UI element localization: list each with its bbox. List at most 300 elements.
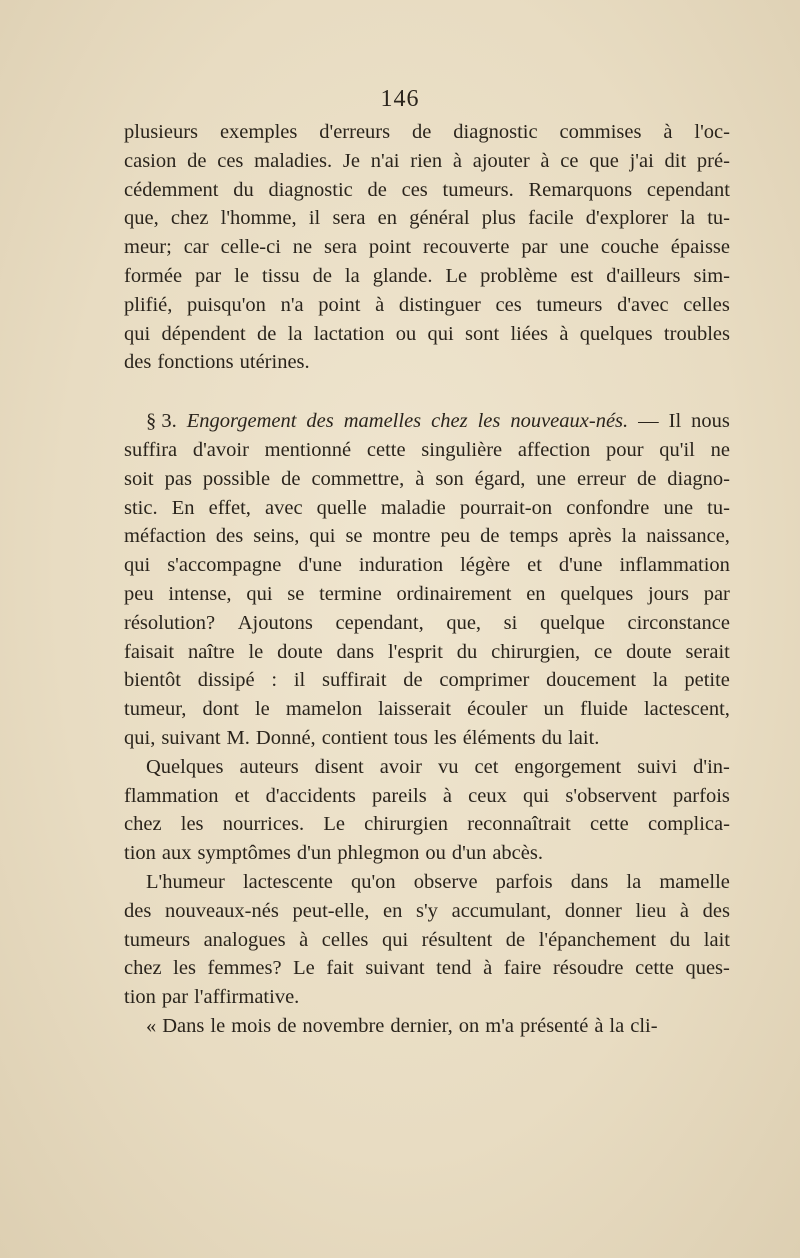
word: est <box>570 264 594 287</box>
word: qui <box>124 322 151 345</box>
word: analogues <box>203 928 286 951</box>
word: maladie <box>380 496 446 519</box>
word: par <box>521 236 548 259</box>
word: de <box>403 669 423 692</box>
word: meur; <box>124 236 172 259</box>
word: le <box>210 1014 226 1037</box>
word: et <box>234 784 250 807</box>
word: auteurs <box>239 755 299 778</box>
word: tu- <box>707 496 730 519</box>
word: le <box>234 264 249 287</box>
text-line <box>124 868 730 897</box>
word: comprimer <box>439 669 530 692</box>
word: dernier, <box>390 1014 453 1037</box>
word: égard, <box>474 467 526 490</box>
word: fluide <box>580 698 628 721</box>
word: tumeurs <box>536 293 603 316</box>
section-title-word: des <box>306 410 334 433</box>
word: Le <box>293 957 315 980</box>
word: à <box>663 121 673 143</box>
word: la <box>626 870 642 893</box>
word: d'une <box>298 554 342 577</box>
word: faisait <box>124 640 175 663</box>
paragraph <box>124 753 730 868</box>
word: liées <box>510 322 549 345</box>
word: quelques <box>560 582 634 605</box>
word: jours <box>647 582 689 605</box>
word: avoir <box>379 755 422 778</box>
word: la <box>680 207 696 230</box>
word: ceux <box>468 784 507 807</box>
text-line <box>124 753 730 782</box>
text-line <box>124 465 730 494</box>
word: la <box>621 525 637 548</box>
word: qui <box>309 525 336 548</box>
word: éléments <box>462 726 536 749</box>
text-line <box>124 580 730 609</box>
word: novembre <box>302 1014 385 1037</box>
word: doucement <box>546 669 637 692</box>
word: d'erreurs <box>319 121 391 143</box>
word: les <box>433 726 457 749</box>
text-line <box>124 954 730 983</box>
text-line <box>124 436 730 465</box>
word: quelle <box>316 496 367 519</box>
word: s'y <box>416 899 438 922</box>
word: fait <box>326 957 354 980</box>
word: rien <box>410 149 443 172</box>
word: sim- <box>693 264 730 287</box>
word: affection <box>517 438 591 461</box>
word: dans <box>336 640 375 663</box>
word: à <box>483 957 493 980</box>
word: qui <box>124 554 151 577</box>
word: chez <box>170 207 209 230</box>
word: ces <box>401 178 428 201</box>
word: lait <box>703 928 730 951</box>
word: ce <box>594 640 613 663</box>
word: suffirait <box>322 669 387 692</box>
word: suivi <box>637 755 678 778</box>
text-line <box>124 983 730 1012</box>
word: de <box>367 178 387 201</box>
word: lieu <box>635 899 667 922</box>
word: naissance, <box>646 525 730 548</box>
word: du <box>541 726 563 749</box>
word: la <box>652 669 668 692</box>
word: plifié, <box>124 293 173 316</box>
word: suivant <box>161 726 221 749</box>
word: une <box>663 496 694 519</box>
word: engorgement <box>514 755 622 778</box>
word: tumeur, <box>124 698 187 721</box>
section-title-word: Engorgement <box>186 410 297 433</box>
word: le <box>248 640 264 663</box>
word: des <box>124 351 152 374</box>
word: commettre, <box>311 467 405 490</box>
text-line <box>124 320 730 349</box>
word: à <box>442 784 452 807</box>
text-line <box>124 494 730 523</box>
word: peu <box>440 525 471 548</box>
word: d'un <box>296 842 332 865</box>
word: ques- <box>685 957 730 980</box>
word: dissipé <box>197 669 255 692</box>
word: épaisse <box>670 236 730 259</box>
word: sera <box>324 236 358 259</box>
word: cette <box>366 438 406 461</box>
word: à <box>415 467 425 490</box>
word: lactescente <box>242 870 333 893</box>
word: son <box>435 467 464 490</box>
word: tion <box>124 986 156 1009</box>
word: cli- <box>630 1014 658 1037</box>
word: on <box>458 1014 480 1037</box>
word: mamelon <box>285 698 363 721</box>
word: Dans <box>162 1014 205 1037</box>
text-line <box>124 839 730 868</box>
word: chez <box>124 813 162 836</box>
word: qui <box>523 784 550 807</box>
text-line <box>124 724 730 753</box>
word: Je <box>342 149 360 172</box>
word: temps <box>509 525 559 548</box>
word: une <box>559 236 589 259</box>
word: intense, <box>168 582 232 605</box>
word: tumeurs <box>124 928 191 951</box>
word: s'observent <box>565 784 657 807</box>
word: à <box>375 293 385 316</box>
word: pas <box>164 467 192 490</box>
word: des <box>124 899 152 922</box>
word: laisserait <box>378 698 452 721</box>
word: : <box>271 669 278 692</box>
section-title-word: mamelles <box>343 410 422 433</box>
word: ne <box>710 438 730 461</box>
paragraph <box>124 407 730 753</box>
section-title-word: chez <box>431 410 468 433</box>
word: tissu <box>261 264 300 287</box>
word: singulière <box>421 438 503 461</box>
word: montre <box>372 525 431 548</box>
text-line <box>124 926 730 955</box>
word: qui <box>381 928 409 951</box>
word: contient <box>321 726 388 749</box>
word: ordinairement <box>396 582 512 605</box>
word: parfois <box>672 784 730 807</box>
word: chirurgien, <box>491 640 581 663</box>
word: car <box>183 236 209 259</box>
word: quelque <box>539 611 605 634</box>
word: des <box>702 899 730 922</box>
word: circonstance <box>627 611 730 634</box>
section-title-word: nouveaux-nés. <box>510 410 629 433</box>
word: mentionné <box>264 438 352 461</box>
word: quelques <box>579 322 653 345</box>
word: à <box>559 322 569 345</box>
word: la <box>609 1014 625 1037</box>
word: du <box>233 178 254 201</box>
word: méfaction <box>124 525 206 548</box>
word: de <box>187 149 207 172</box>
word: utérines. <box>239 351 310 374</box>
word: accumulant, <box>451 899 552 922</box>
word: parfois <box>495 870 553 893</box>
text-line <box>124 176 730 205</box>
word: dans <box>570 870 609 893</box>
word: celle-ci <box>220 236 281 259</box>
text-line <box>124 695 730 724</box>
word: de <box>480 525 500 548</box>
word: Ajoutons <box>237 611 313 634</box>
word: de <box>505 928 526 951</box>
word: de <box>281 467 301 490</box>
word: qui, <box>124 726 156 749</box>
word: qui <box>427 322 454 345</box>
word: — <box>638 410 659 433</box>
word: dépendent <box>161 322 246 345</box>
section-number: § 3. <box>146 410 177 433</box>
word: d'avoir <box>192 438 249 461</box>
word: dit <box>664 149 687 172</box>
word: doute <box>277 640 323 663</box>
word: par <box>195 264 222 287</box>
word: lactescent, <box>643 698 730 721</box>
word: ou <box>395 322 417 345</box>
word: résoudre <box>552 957 624 980</box>
word: à <box>679 899 689 922</box>
word: cédemment <box>124 178 219 201</box>
word: pré- <box>696 149 730 172</box>
word: formée <box>124 264 183 287</box>
word: ne <box>292 236 313 259</box>
word: se <box>287 582 305 605</box>
word: n'ai <box>370 149 400 172</box>
text-line <box>124 118 730 147</box>
word: doute <box>626 640 672 663</box>
word: femmes? <box>207 957 282 980</box>
word: glande. <box>372 264 433 287</box>
paragraph <box>124 118 730 377</box>
word: Il <box>668 410 682 433</box>
word: mamelle <box>659 870 730 893</box>
word: lait. <box>568 726 600 749</box>
word: facile <box>528 207 574 230</box>
word: Remarquons <box>528 178 633 201</box>
word: effet, <box>208 496 251 519</box>
word: suivant <box>365 957 425 980</box>
page-number: 146 <box>380 86 420 112</box>
word: abcès. <box>492 842 543 865</box>
word: qui <box>246 582 273 605</box>
word: mois <box>231 1014 272 1037</box>
word: Le <box>323 813 345 836</box>
word: ce <box>560 149 579 172</box>
word: d'explorer <box>585 207 669 230</box>
word: avec <box>265 496 303 519</box>
word: la <box>344 264 360 287</box>
word: il <box>293 669 306 692</box>
word: M. <box>226 726 250 749</box>
word: point <box>318 293 361 316</box>
word: lactation <box>313 322 385 345</box>
word: à <box>299 928 309 951</box>
word: soit <box>124 467 154 490</box>
word: d'in- <box>693 755 730 778</box>
paragraph <box>124 868 730 1012</box>
word: écouler <box>467 698 528 721</box>
word: cette <box>635 957 674 980</box>
text-line <box>124 291 730 320</box>
word: par <box>703 582 730 605</box>
word: point <box>368 236 412 259</box>
word: le <box>254 698 270 721</box>
word: les <box>180 813 204 836</box>
word: pourrait-on <box>459 496 553 519</box>
word: aux <box>161 842 192 865</box>
word: présenté <box>520 1014 589 1037</box>
word: nous <box>691 410 730 433</box>
word: nourrices. <box>222 813 305 836</box>
word: donner <box>564 899 622 922</box>
word: diagnostic <box>268 178 353 201</box>
word: chirurgien <box>364 813 449 836</box>
word: l'oc- <box>694 121 730 143</box>
word: ou <box>425 842 446 865</box>
section-gap <box>124 377 730 407</box>
word: sont <box>464 322 500 345</box>
word: de <box>312 264 332 287</box>
word: de <box>636 467 657 490</box>
text-line <box>124 262 730 291</box>
word: de <box>277 1014 297 1037</box>
word: après <box>568 525 612 548</box>
word: inflammation <box>619 554 730 577</box>
word: j'ai <box>629 149 654 172</box>
text-line <box>124 1012 730 1041</box>
section-title-word: les <box>477 410 501 433</box>
word: troubles <box>663 322 730 345</box>
word: et <box>527 554 542 577</box>
word: résultent <box>421 928 493 951</box>
word: une <box>536 467 567 490</box>
word: que, <box>124 207 159 230</box>
word: « <box>146 1014 157 1037</box>
word: d'avec <box>617 293 669 316</box>
word: un <box>543 698 564 721</box>
word: confondre <box>566 496 650 519</box>
word: par <box>161 986 189 1009</box>
word: d'une <box>558 554 603 577</box>
text-line <box>124 810 730 839</box>
word: se <box>345 525 363 548</box>
word: n'a <box>280 293 304 316</box>
word: chez <box>124 957 162 980</box>
word: cette <box>590 813 629 836</box>
word: diagnostic <box>453 121 538 143</box>
word: tumeurs. <box>442 178 514 201</box>
word: L'humeur <box>146 870 225 893</box>
word: des <box>215 525 244 548</box>
word: problème <box>480 264 558 287</box>
text-line <box>124 782 730 811</box>
word: d'accidents <box>265 784 356 807</box>
word: serait <box>685 640 730 663</box>
word: couche <box>600 236 659 259</box>
word: en <box>383 899 403 922</box>
word: disent <box>314 755 364 778</box>
word: que <box>589 149 619 172</box>
text-line <box>124 147 730 176</box>
word: ces <box>495 293 522 316</box>
word: symptômes <box>197 842 291 865</box>
word: général <box>409 207 470 230</box>
word: erreur <box>577 467 626 490</box>
word: il <box>308 207 321 230</box>
word: cependant, <box>335 611 424 634</box>
word: à <box>452 149 462 172</box>
word: nouveaux-nés <box>164 899 279 922</box>
body-text <box>124 118 730 1041</box>
word: qu'il <box>659 438 695 461</box>
word: naître <box>187 640 235 663</box>
word: peu <box>124 582 154 605</box>
text-line <box>124 638 730 667</box>
section-heading-line <box>124 407 730 436</box>
word: seins, <box>253 525 300 548</box>
word: En <box>171 496 195 519</box>
word: tion <box>124 842 156 865</box>
text-line <box>124 897 730 926</box>
text-line <box>124 348 730 377</box>
word: si <box>503 611 518 634</box>
text-line <box>124 551 730 580</box>
word: celles <box>321 928 369 951</box>
word: cet <box>474 755 499 778</box>
word: faire <box>503 957 542 980</box>
text-line <box>124 666 730 695</box>
word: Le <box>445 264 468 287</box>
text-line <box>124 522 730 551</box>
word: Donné, <box>255 726 316 749</box>
word: l'esprit <box>387 640 443 663</box>
word: stic. <box>124 496 158 519</box>
word: d'ailleurs <box>606 264 681 287</box>
word: phlegmon <box>337 842 420 865</box>
word: vu <box>437 755 459 778</box>
word: flammation <box>124 784 219 807</box>
word: bientôt <box>124 669 181 692</box>
word: Quelques <box>146 755 224 778</box>
word: à <box>540 149 550 172</box>
word: l'affirmative. <box>194 986 300 1009</box>
word: résolution? <box>124 611 216 634</box>
word: les <box>173 957 196 980</box>
word: l'épanchement <box>538 928 657 951</box>
word: induration <box>358 554 444 577</box>
word: la <box>287 322 303 345</box>
word: complica- <box>647 813 730 836</box>
word: commises <box>559 121 642 143</box>
word: dont <box>202 698 239 721</box>
word: tous <box>393 726 428 749</box>
word: puisqu'on <box>187 293 266 316</box>
word: ces <box>217 149 244 172</box>
word: s'accompagne <box>167 554 282 577</box>
word: qu'on <box>350 870 396 893</box>
word: m'a <box>485 1014 515 1037</box>
word: pareils <box>372 784 427 807</box>
